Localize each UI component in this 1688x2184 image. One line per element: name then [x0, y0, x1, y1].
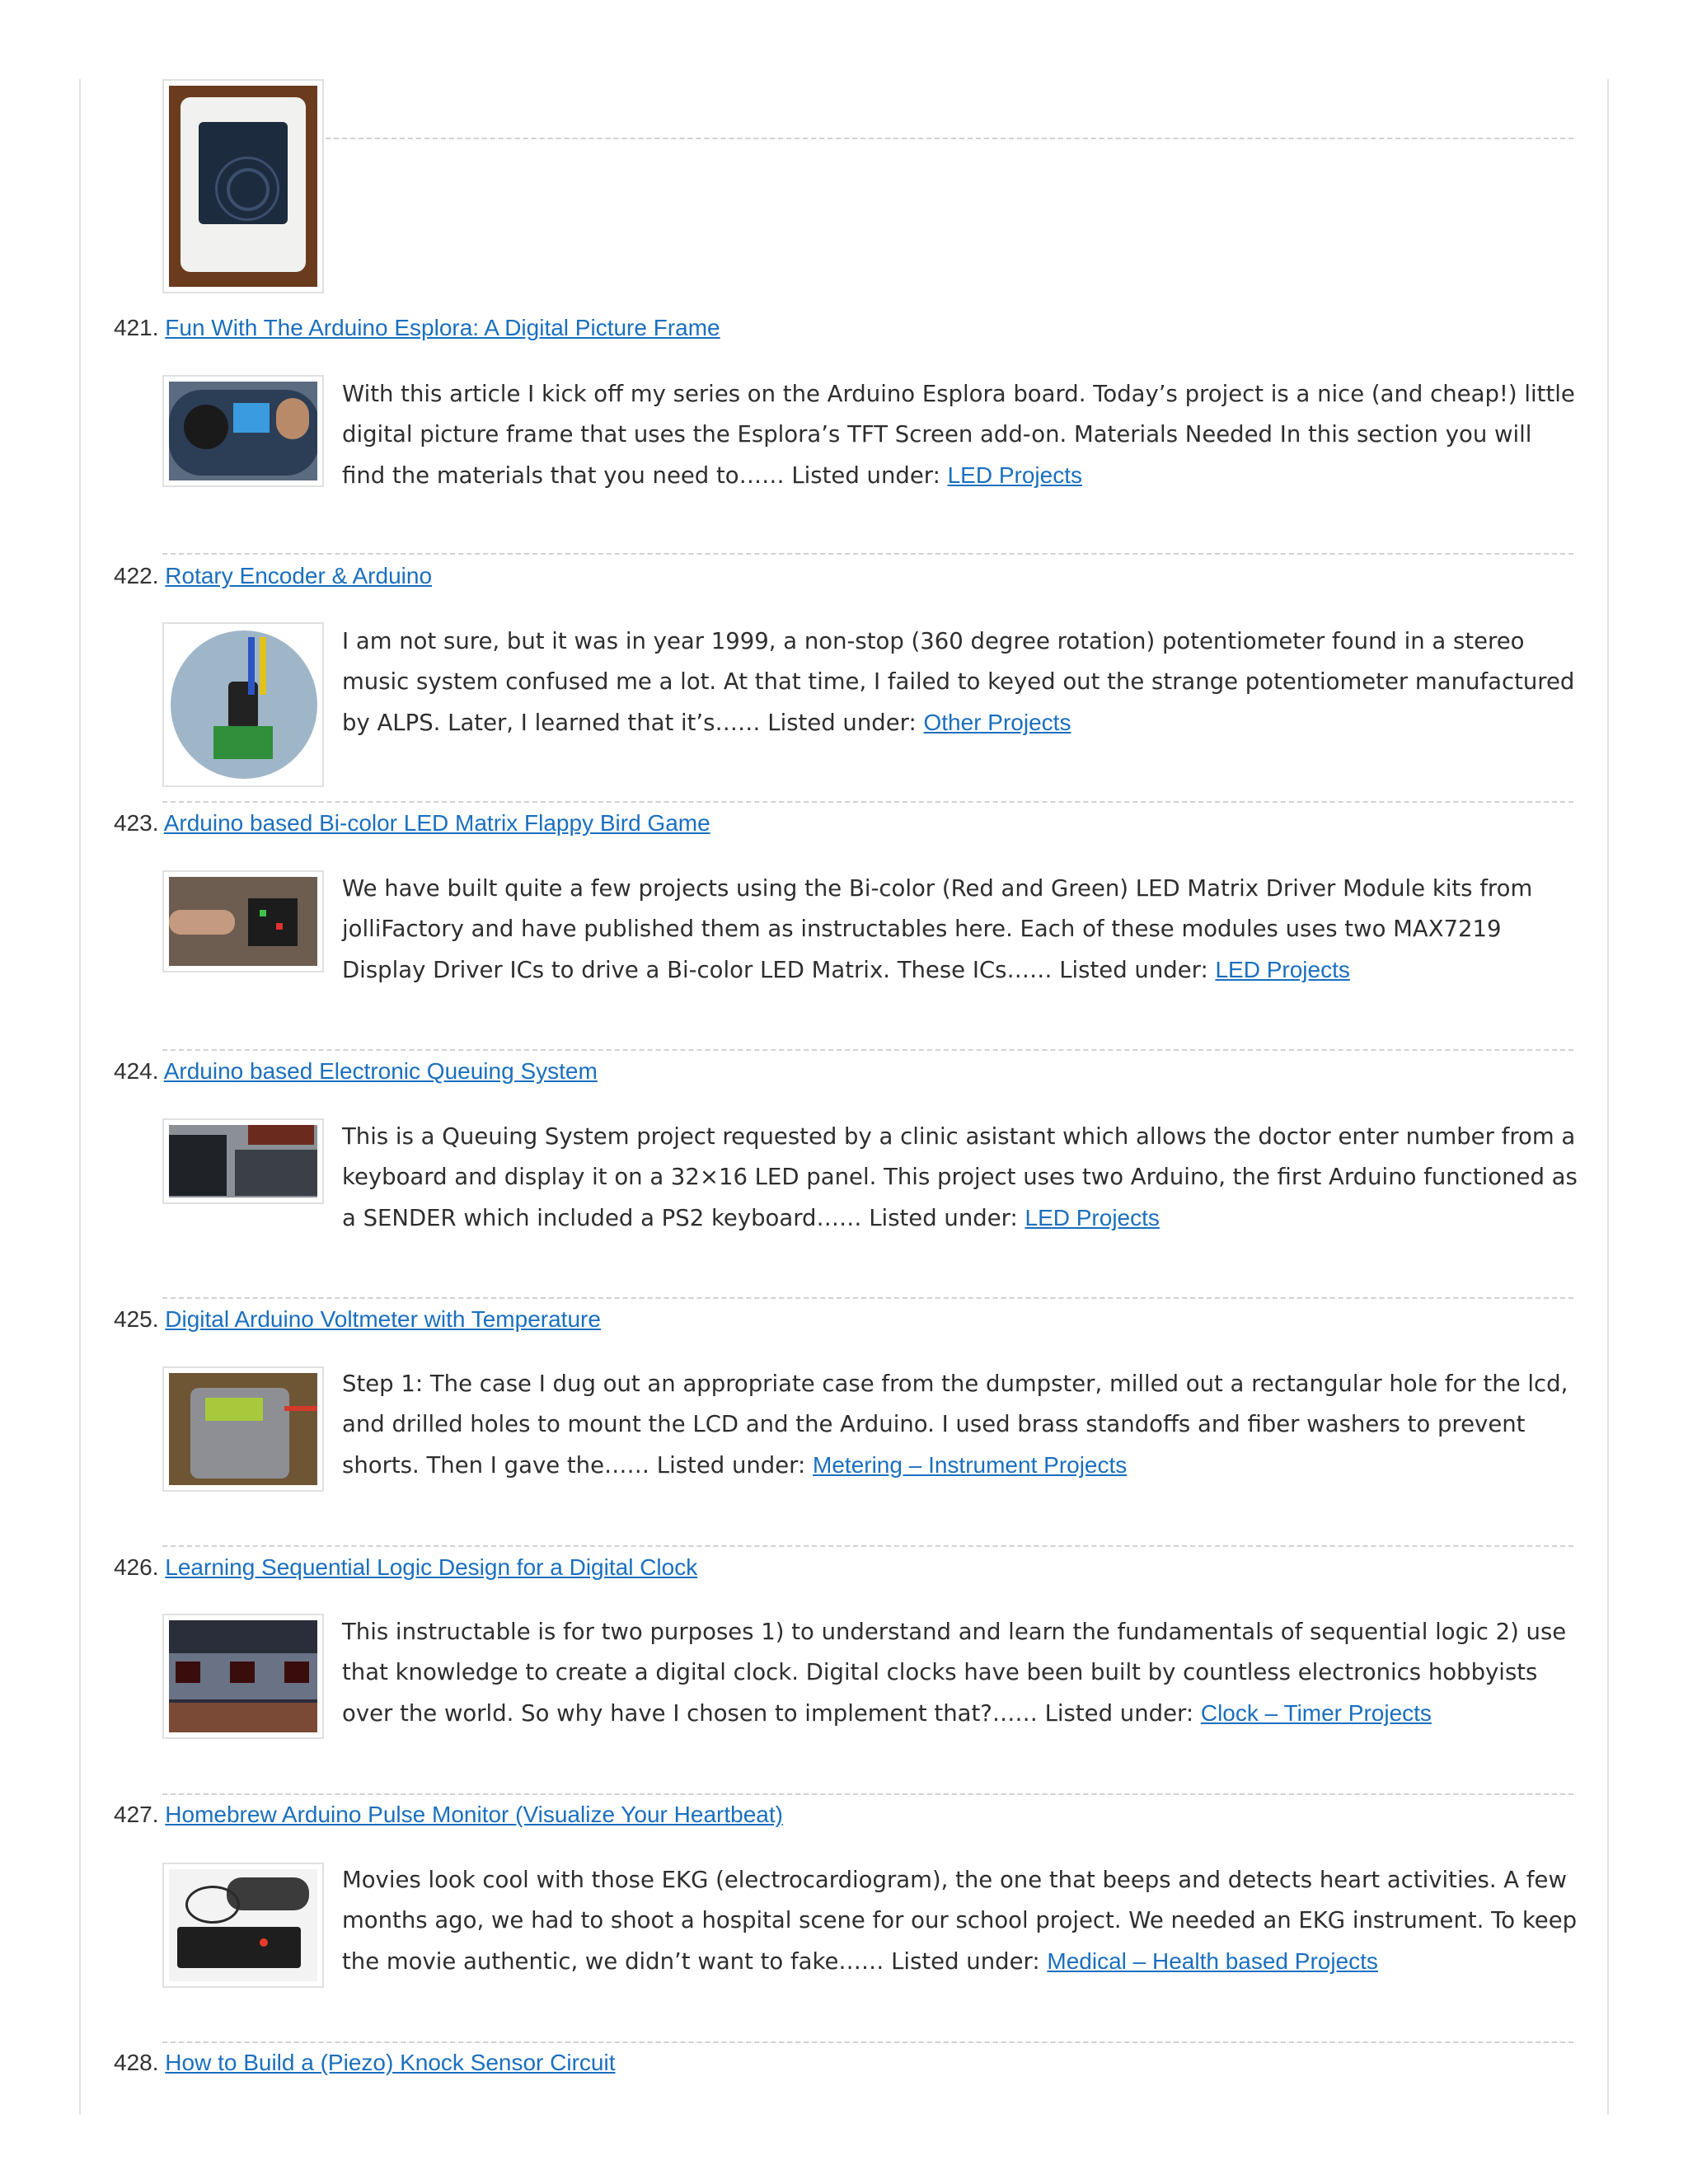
list-item-title — [114, 1303, 601, 1336]
rotary-encoder-image-icon[interactable] — [162, 622, 324, 787]
item-description — [342, 1860, 1578, 1982]
item-number: 426. — [114, 1554, 159, 1580]
queuing-system-image-icon[interactable] — [162, 1118, 324, 1204]
item-number: 424. — [114, 1058, 159, 1084]
separator — [162, 553, 1573, 555]
list-item-title — [114, 1798, 783, 1831]
description-text: I am not sure, but it was in year 1999, a non-stop (360 degree rotation) potentiometer found in a stereo music system confused me a lot. At that time, I failed to keyed out the strange potentiometer manufactured by ALPS. Later, I learned that it’s…… Listed under: — [342, 628, 1575, 736]
item-number: 422. — [114, 563, 159, 588]
list-item-title — [114, 312, 720, 344]
item-title-link[interactable]: Arduino based Electronic Queuing System — [163, 1058, 598, 1084]
list-item-title — [114, 560, 432, 593]
rfid-card-image-icon[interactable] — [162, 79, 324, 293]
description-text: With this article I kick off my series on the Arduino Esplora board. Today’s project is a nice (and cheap!) little digital picture frame that uses the Esplora’s TFT Screen add-on. Materials Needed In this section you will find the materials that you need to…… Listed under: — [342, 381, 1575, 489]
item-title-link[interactable]: Homebrew Arduino Pulse Monitor (Visualize Your Heartbeat) — [165, 1802, 783, 1827]
separator — [162, 2041, 1573, 2043]
digital-clock-image-icon[interactable] — [162, 1614, 324, 1739]
voltmeter-image-icon[interactable] — [162, 1366, 324, 1492]
page-frame-right — [1607, 79, 1609, 2115]
item-description — [342, 1612, 1578, 1734]
item-title-link[interactable]: Arduino based Bi-color LED Matrix Flappy Bird Game — [163, 810, 710, 836]
list-item-title — [114, 1551, 697, 1584]
category-link[interactable]: Other Projects — [923, 710, 1071, 735]
description-text: This is a Queuing System project requested by a clinic asistant which allows the doctor enter number from a keyboard and display it on a 32×16 LED panel. This project uses two Arduino, the first Arduino functioned as a SENDER which included a PS2 keyboard…… Listed under: — [342, 1123, 1578, 1231]
description-text: Movies look cool with those EKG (electrocardiogram), the one that beeps and detects heart activities. A few months ago, we had to shoot a hospital scene for our school project. We needed an EKG instrument. To keep the movie authentic, we didn’t want to fake…… Listed under: — [342, 1867, 1578, 1975]
list-item-title — [114, 2046, 616, 2079]
separator — [162, 1297, 1573, 1299]
item-number: 423. — [114, 810, 159, 836]
description-text: We have built quite a few projects using the Bi-color (Red and Green) LED Matrix Driver Module kits from jolliFactory and have published them as instructables here. Each of these modules uses two MAX7219 Display Driver ICs to drive a Bi-color LED Matrix. These ICs…… Listed under: — [342, 875, 1533, 983]
item-number: 428. — [114, 2050, 159, 2075]
item-title-link[interactable]: Fun With The Arduino Esplora: A Digital Picture Frame — [165, 315, 720, 340]
item-description — [342, 374, 1578, 496]
esplora-board-image-icon[interactable] — [162, 375, 324, 487]
category-link[interactable]: Metering – Instrument Projects — [813, 1452, 1128, 1478]
item-number: 421. — [114, 315, 159, 340]
page-frame-left — [79, 79, 81, 2115]
item-number: 427. — [114, 1802, 159, 1827]
category-link[interactable]: LED Projects — [1025, 1205, 1160, 1230]
list-item-title — [114, 1055, 598, 1088]
description-text: This instructable is for two purposes 1) to understand and learn the fundamentals of sequential logic 2) use that knowledge to create a digital clock. Digital clocks have been built by countless electronics hobbyists over the world. So why have I chosen to implement that?…… Listed under: — [342, 1619, 1567, 1727]
separator — [326, 138, 1573, 139]
item-description — [342, 621, 1578, 743]
item-description — [342, 1364, 1578, 1486]
separator — [162, 1049, 1573, 1051]
item-description — [342, 869, 1578, 991]
description-text: Step 1: The case I dug out an appropriate case from the dumpster, milled out a rectangular hole for the lcd, and drilled holes to mount the LCD and the Arduino. I used brass standoffs and fiber washers to prevent shorts. Then I gave the…… Listed under: — [342, 1371, 1568, 1479]
separator — [162, 1793, 1573, 1795]
item-title-link[interactable]: Rotary Encoder & Arduino — [165, 563, 433, 588]
item-description — [342, 1117, 1578, 1239]
item-title-link[interactable]: Digital Arduino Voltmeter with Temperature — [165, 1306, 601, 1332]
pulse-monitor-image-icon[interactable] — [162, 1863, 324, 1988]
category-link[interactable]: Medical – Health based Projects — [1047, 1948, 1378, 1974]
item-title-link[interactable]: Learning Sequential Logic Design for a Digital Clock — [165, 1554, 698, 1580]
category-link[interactable]: Clock – Timer Projects — [1200, 1700, 1432, 1726]
separator — [162, 801, 1573, 803]
separator — [162, 1545, 1573, 1547]
category-link[interactable]: LED Projects — [1215, 957, 1350, 982]
led-matrix-game-image-icon[interactable] — [162, 870, 324, 972]
category-link[interactable]: LED Projects — [947, 462, 1082, 488]
list-item-title — [114, 807, 710, 840]
item-title-link[interactable]: How to Build a (Piezo) Knock Sensor Circuit — [165, 2050, 616, 2075]
item-number: 425. — [114, 1306, 159, 1332]
